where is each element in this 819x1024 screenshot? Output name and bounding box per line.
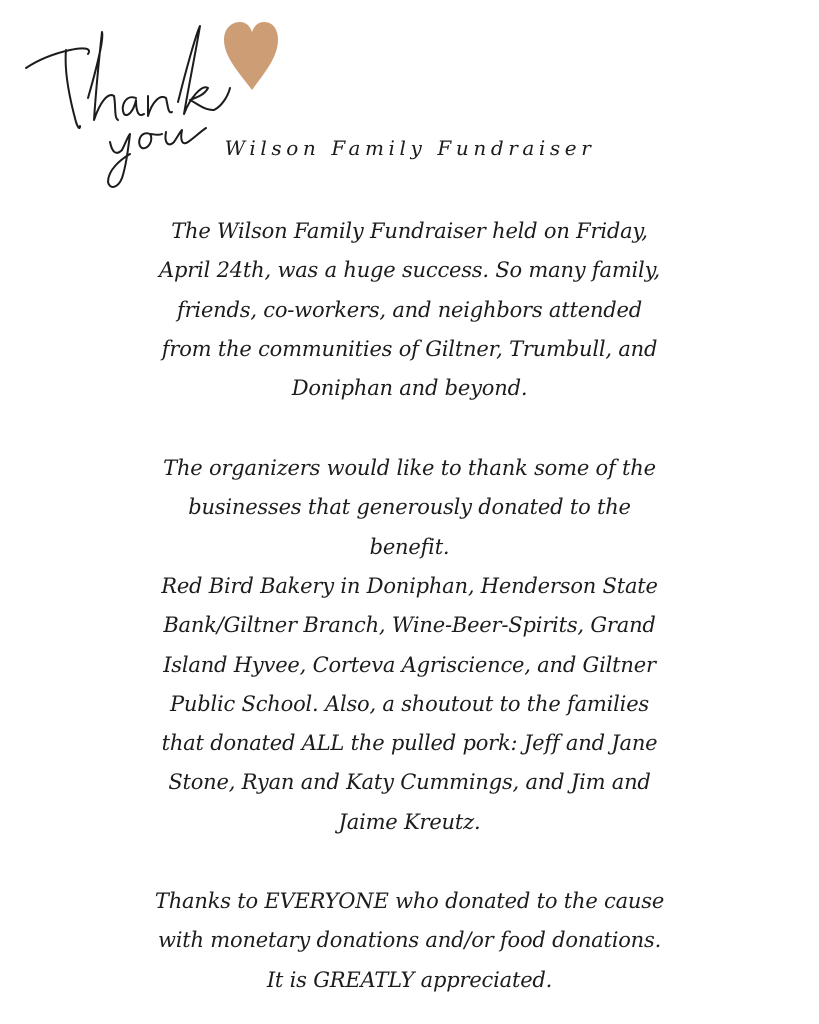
text-line: Bank/Giltner Branch, Wine-Beer-Spirits, Grand	[163, 613, 656, 638]
text-line: with monetary donations and/or food donations.	[157, 928, 662, 953]
text-line: It is GREATLY appreciated.	[266, 967, 553, 992]
text-line: Island Hyvee, Corteva Agriscience, and Giltner	[163, 652, 656, 677]
heart-icon	[224, 22, 278, 90]
text-line: from the communities of Giltner, Trumbull, and	[161, 336, 658, 361]
text-line: Thanks to EVERYONE who donated to the cause	[154, 889, 665, 913]
paragraph-organizer-thanks	[0, 449, 819, 567]
text-line: Public School. Also, a shoutout to the families	[169, 691, 649, 716]
text-line: April 24th, was a huge success. So many family,	[159, 258, 660, 283]
text-line: friends, co-workers, and neighbors attended	[177, 297, 642, 322]
paragraph-donor-list	[0, 567, 819, 842]
text-line: The Wilson Family Fundraiser held on Friday,	[171, 219, 648, 243]
text-line: Doniphan and beyond.	[291, 376, 528, 401]
paragraph-closing-thanks	[0, 882, 819, 1000]
text-line: Jaime Kreutz.	[338, 809, 481, 834]
paragraph-event-summary	[0, 212, 819, 408]
document-title: Wilson Family Fundraiser	[224, 136, 596, 160]
text-line: The organizers would like to thank some of the	[163, 456, 656, 480]
text-line: Red Bird Bakery in Doniphan, Henderson State	[161, 574, 658, 598]
text-line: benefit.	[369, 534, 450, 559]
thank-you-script-logo	[18, 10, 278, 190]
text-line: Stone, Ryan and Katy Cummings, and Jim and	[168, 770, 651, 795]
text-line: that donated ALL the pulled pork: Jeff and Jane	[161, 731, 658, 756]
text-line: businesses that generously donated to the	[188, 495, 631, 520]
